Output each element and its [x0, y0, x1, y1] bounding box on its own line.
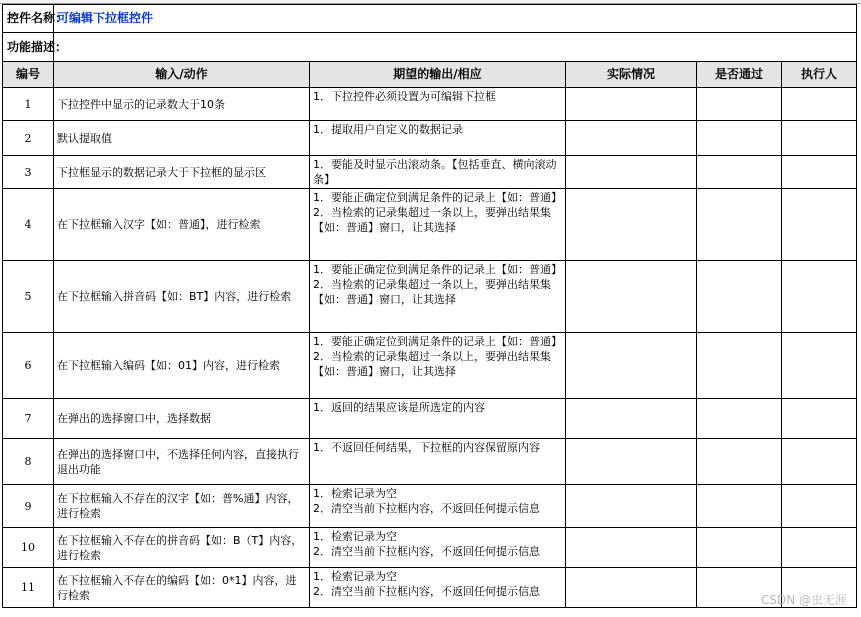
column-header-number[interactable]: 编号 [3, 62, 54, 88]
row-actual-cell[interactable] [566, 485, 697, 528]
control-name-label[interactable]: 控件名称： [3, 5, 54, 33]
row-passed-cell[interactable] [697, 189, 782, 261]
function-desc-value[interactable] [54, 33, 857, 62]
table-row [3, 399, 857, 439]
column-header-expected-output[interactable]: 期望的输出/相应 [310, 62, 566, 88]
row-number-cell[interactable]: 7 [3, 399, 54, 439]
row-passed-cell[interactable] [697, 439, 782, 485]
row-expected-output-cell[interactable]: 1．提取用户自定义的数据记录 [310, 121, 566, 156]
row-input-action-cell[interactable]: 下拉框显示的数据记录大于下拉框的显示区 [54, 156, 310, 189]
control-name-value[interactable]: 可编辑下拉框控件 [54, 5, 857, 33]
table-row [3, 528, 857, 568]
row-expected-output-cell[interactable]: 1．不返回任何结果，下拉框的内容保留原内容 [310, 439, 566, 485]
row-number-cell[interactable]: 6 [3, 333, 54, 399]
row-executor-cell[interactable] [782, 485, 857, 528]
row-executor-cell[interactable] [782, 156, 857, 189]
row-number-cell[interactable]: 10 [3, 528, 54, 568]
row-executor-cell[interactable] [782, 189, 857, 261]
row-input-action-cell[interactable]: 下拉控件中显示的记录数大于10条 [54, 88, 310, 121]
row-expected-output-cell[interactable]: 1．要能及时显示出滚动条。【包括垂直、横向滚动条】 [310, 156, 566, 189]
row-input-action-cell[interactable]: 在下拉框输入编码【如：01】内容，进行检索 [54, 333, 310, 399]
column-header-input-action[interactable]: 输入/动作 [54, 62, 310, 88]
row-number-cell[interactable]: 4 [3, 189, 54, 261]
row-input-action-cell[interactable]: 在下拉框输入拼音码【如：BT】内容，进行检索 [54, 261, 310, 333]
row-expected-output-cell[interactable]: 1．要能正确定位到满足条件的记录上【如：普通】 2．当检索的记录集超过一条以上，要弹出结果集【如：普通】窗口，让其选择 [310, 189, 566, 261]
function-desc-label[interactable]: 功能描述： [3, 33, 54, 62]
table-row [3, 568, 857, 608]
row-number-cell[interactable]: 9 [3, 485, 54, 528]
row-input-action-cell[interactable]: 在下拉框输入不存在的拼音码【如：B（T】内容，进行检索 [54, 528, 310, 568]
row-passed-cell[interactable] [697, 333, 782, 399]
row-input-action-cell[interactable]: 在弹出的选择窗口中，选择数据 [54, 399, 310, 439]
row-number-cell[interactable]: 11 [3, 568, 54, 608]
row-actual-cell[interactable] [566, 568, 697, 608]
watermark: CSDN @虫无涯 [760, 593, 847, 607]
row-expected-output-cell[interactable]: 1．检索记录为空 2．清空当前下拉框内容，不返回任何提示信息 [310, 485, 566, 528]
column-header-passed[interactable]: 是否通过 [697, 62, 782, 88]
row-actual-cell[interactable] [566, 528, 697, 568]
row-input-action-cell[interactable]: 默认提取值 [54, 121, 310, 156]
row-number-cell[interactable]: 1 [3, 88, 54, 121]
row-number-cell[interactable]: 8 [3, 439, 54, 485]
row-actual-cell[interactable] [566, 121, 697, 156]
row-expected-output-cell[interactable]: 1．检索记录为空 2．清空当前下拉框内容，不返回任何提示信息 [310, 528, 566, 568]
row-passed-cell[interactable] [697, 156, 782, 189]
table-row [3, 333, 857, 399]
row-executor-cell[interactable] [782, 439, 857, 485]
test-case-table [2, 4, 857, 608]
row-actual-cell[interactable] [566, 156, 697, 189]
test-case-rows [3, 88, 857, 608]
table-row [3, 189, 857, 261]
control-name-row [3, 5, 857, 33]
table-row [3, 485, 857, 528]
row-passed-cell[interactable] [697, 121, 782, 156]
row-expected-output-cell[interactable]: 1．下拉控件必须设置为可编辑下拉框 [310, 88, 566, 121]
row-passed-cell[interactable] [697, 261, 782, 333]
table-row [3, 156, 857, 189]
table-row [3, 121, 857, 156]
table-row [3, 261, 857, 333]
row-input-action-cell[interactable]: 在下拉框输入汉字【如：普通】，进行检索 [54, 189, 310, 261]
function-desc-row [3, 33, 857, 62]
row-executor-cell[interactable] [782, 121, 857, 156]
row-executor-cell[interactable] [782, 88, 857, 121]
row-passed-cell[interactable] [697, 399, 782, 439]
row-actual-cell[interactable] [566, 88, 697, 121]
row-expected-output-cell[interactable]: 1．返回的结果应该是所选定的内容 [310, 399, 566, 439]
row-number-cell[interactable]: 5 [3, 261, 54, 333]
row-actual-cell[interactable] [566, 439, 697, 485]
row-input-action-cell[interactable]: 在下拉框输入不存在的编码【如：0*1】内容，进行检索 [54, 568, 310, 608]
row-number-cell[interactable]: 3 [3, 156, 54, 189]
row-expected-output-cell[interactable]: 1．要能正确定位到满足条件的记录上【如：普通】 2．当检索的记录集超过一条以上，要弹出结果集【如：普通】窗口，让其选择 [310, 333, 566, 399]
row-passed-cell[interactable] [697, 528, 782, 568]
column-header-row [3, 62, 857, 88]
row-passed-cell[interactable] [697, 88, 782, 121]
row-executor-cell[interactable] [782, 399, 857, 439]
table-row [3, 439, 857, 485]
row-executor-cell[interactable] [782, 261, 857, 333]
column-header-executor[interactable]: 执行人 [782, 62, 857, 88]
row-actual-cell[interactable] [566, 189, 697, 261]
row-number-cell[interactable]: 2 [3, 121, 54, 156]
row-input-action-cell[interactable]: 在下拉框输入不存在的汉字【如：普%通】内容，进行检索 [54, 485, 310, 528]
column-header-actual[interactable]: 实际情况 [566, 62, 697, 88]
row-passed-cell[interactable] [697, 485, 782, 528]
row-executor-cell[interactable] [782, 333, 857, 399]
row-executor-cell[interactable] [782, 528, 857, 568]
row-input-action-cell[interactable]: 在弹出的选择窗口中，不选择任何内容，直接执行退出功能 [54, 439, 310, 485]
row-expected-output-cell[interactable]: 1．要能正确定位到满足条件的记录上【如：普通】 2．当检索的记录集超过一条以上，要弹出结果集【如：普通】窗口，让其选择 [310, 261, 566, 333]
table-row [3, 88, 857, 121]
row-expected-output-cell[interactable]: 1．检索记录为空 2．清空当前下拉框内容，不返回任何提示信息 [310, 568, 566, 608]
row-actual-cell[interactable] [566, 399, 697, 439]
row-actual-cell[interactable] [566, 333, 697, 399]
row-actual-cell[interactable] [566, 261, 697, 333]
